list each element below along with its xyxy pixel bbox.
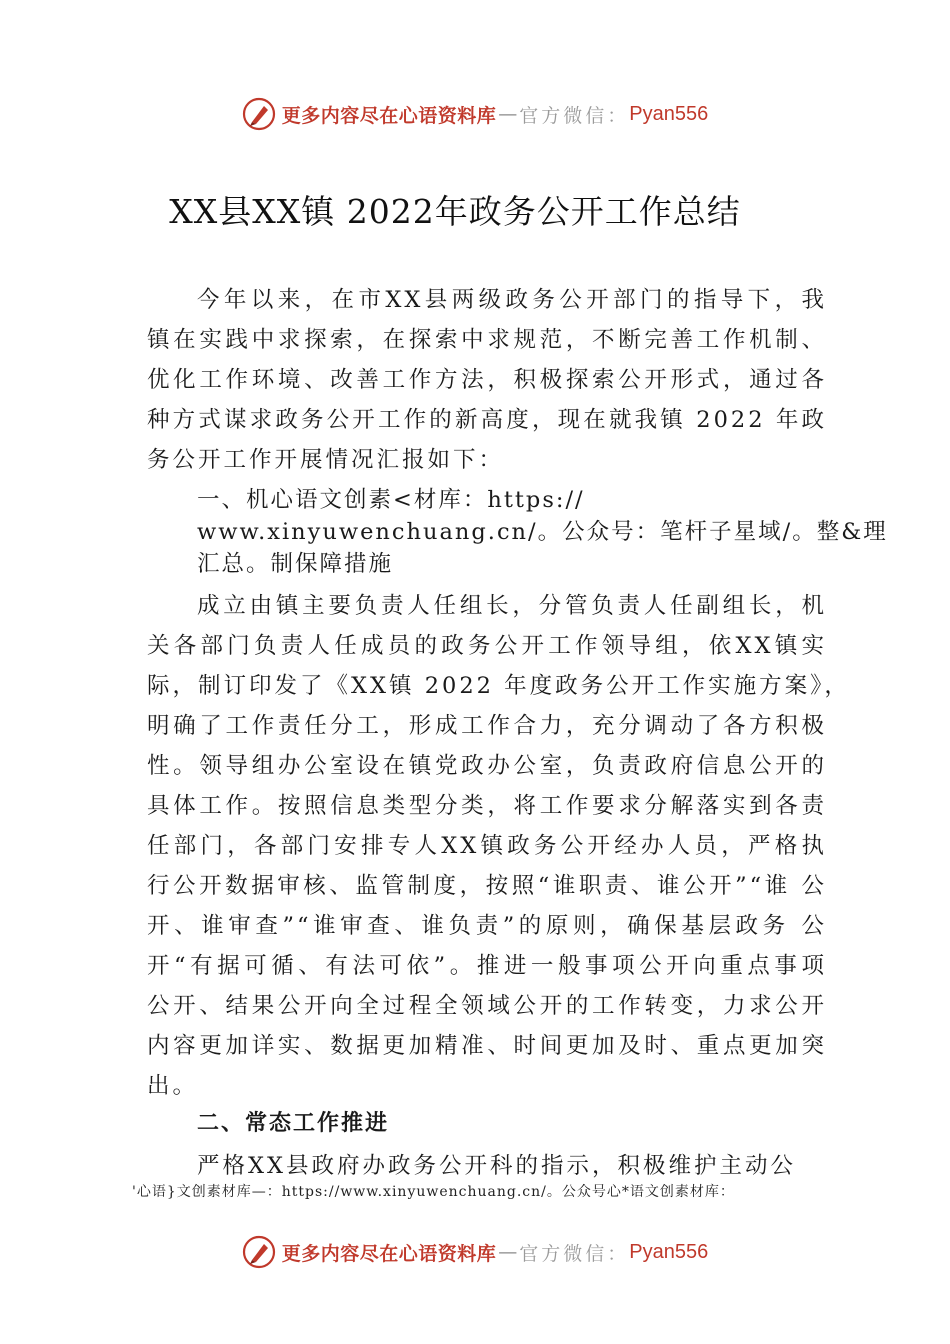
- top-banner: [0, 94, 950, 134]
- paragraph-line: 行公开数据审核、监管制度，按照“谁职责、谁公开”“谁 公: [147, 873, 827, 899]
- paragraph-line: 优化工作环境、改善工作方法，积极探索公开形式，通过各: [147, 367, 827, 393]
- paragraph-line: 际，制订印发了《XX镇 2022 年度政务公开工作实施方案》，: [147, 673, 850, 699]
- banner-wechat-label: 官方微信：: [519, 1242, 630, 1265]
- paragraph-line: 镇在实践中求探索，在探索中求规范，不断完善工作机制、: [147, 327, 827, 353]
- bottom-banner: [0, 1232, 950, 1272]
- footer-watermark-note: '心语}文创素材库—：https://www.xinyuwenchuang.cn/。公众号心*语文创素材库：: [132, 1184, 735, 1200]
- paragraph-line: 关各部门负责人任成员的政务公开工作领导组，依XX镇实: [147, 633, 827, 659]
- paragraph-line: 内容更加详实、数据更加精准、时间更加及时、重点更加突: [147, 1033, 827, 1059]
- paragraph-line: 任部门，各部门安排专人XX镇政务公开经办人员，严格执: [147, 833, 827, 859]
- paragraph-line: 务公开工作开展情况汇报如下：: [147, 447, 505, 473]
- paragraph-line: 开“有据可循、有法可依”。推进一般事项公开向重点事项: [147, 953, 827, 979]
- paragraph-line: 种方式谋求政务公开工作的新高度，现在就我镇 2022 年政: [147, 407, 827, 433]
- banner-brand: 更多内容尽在心语资料库: [281, 104, 497, 127]
- banner-wechat-label: 官方微信：: [519, 104, 630, 127]
- paragraph-line: 明确了工作责任分工，形成工作合力，充分调动了各方积极: [147, 713, 827, 739]
- paragraph-line: 具体工作。按照信息类型分类，将工作要求分解落实到各责: [147, 793, 827, 819]
- banner-separator: —: [498, 103, 518, 125]
- paragraph-line: 性。领导组办公室设在镇党政办公室，负责政府信息公开的: [147, 753, 827, 779]
- paragraph-line: 开、谁审查”“谁审查、谁负责”的原则，确保基层政务 公: [147, 913, 827, 939]
- banner-wechat-id: Pyan556: [629, 1240, 709, 1263]
- paragraph-line: 严格XX县政府办政务公开科的指示，积极维护主动公: [197, 1153, 797, 1179]
- paragraph-line: 出。: [147, 1073, 199, 1099]
- pen-nib-icon: [242, 1235, 276, 1269]
- heading-one-line: 汇总。制保障措施: [197, 551, 394, 577]
- paragraph-line: 公开、结果公开向全过程全领域公开的工作转变，力求公开: [147, 993, 827, 1019]
- section-two-paragraph: [147, 1146, 827, 1186]
- section-one-paragraph: [147, 586, 850, 1106]
- paragraph-line: 成立由镇主要负责人任组长，分管负责人任副组长，机: [197, 593, 827, 619]
- heading-one-line: www.xinyuwenchuang.cn/。公众号：笔杆子星域/。整&理: [197, 519, 888, 545]
- banner-wechat-id: Pyan556: [629, 102, 709, 125]
- document-title: XX县XX镇 2022年政务公开工作总结: [169, 192, 741, 231]
- banner-separator: —: [498, 1241, 518, 1263]
- paragraph-line: 今年以来，在市XX县两级政务公开部门的指导下，我: [197, 287, 827, 313]
- intro-paragraph: [147, 280, 827, 480]
- heading-one-line: 一、机心语文创素<材库：https://: [197, 487, 585, 513]
- banner-brand: 更多内容尽在心语资料库: [281, 1242, 497, 1265]
- pen-nib-icon: [242, 97, 276, 131]
- section-two-heading: 二、常态工作推进: [197, 1111, 390, 1136]
